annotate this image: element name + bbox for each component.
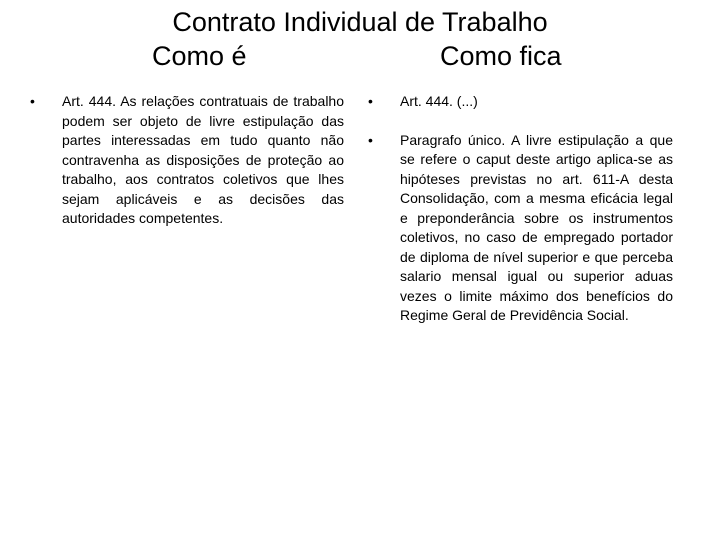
right-column-list <box>368 92 673 326</box>
slide-title: Contrato Individual de Trabalho <box>172 7 548 37</box>
paragrafo-unico-text: Paragrafo único. A livre estipulação a que se refere o caput deste artigo aplica-se as hipóteses previstas no art. 611-A desta Consolidação, com a mesma eficácia legal e preponderância sobre os instrumentos coletivos, no caso de empregado portador de diploma de nível superior e que perceba salario mensal igual ou superior aduas vezes o limite máximo dos benefícios do Regime Geral de Previdência Social. <box>400 131 673 323</box>
list-item <box>368 131 673 326</box>
left-column-list <box>30 92 344 229</box>
bullet-icon: • <box>30 93 35 109</box>
list-item <box>30 92 344 229</box>
art-444-new-caput-text: Art. 444. (...) <box>400 93 478 109</box>
bullet-icon: • <box>368 131 373 148</box>
list-item <box>368 92 673 112</box>
bullet-icon: • <box>368 93 373 109</box>
column-heading-como-fica: Como fica <box>440 41 562 71</box>
art-444-original-text: Art. 444. As relações contratuais de trabalho podem ser objeto de livre estipulação das partes interessadas em tudo quanto não contravenha as disposições de proteção ao trabalho, aos contratos coletivos que lhes sejam aplicáveis e as decisões das autoridades competentes. <box>62 93 344 226</box>
column-heading-como-e: Como é <box>152 41 247 71</box>
